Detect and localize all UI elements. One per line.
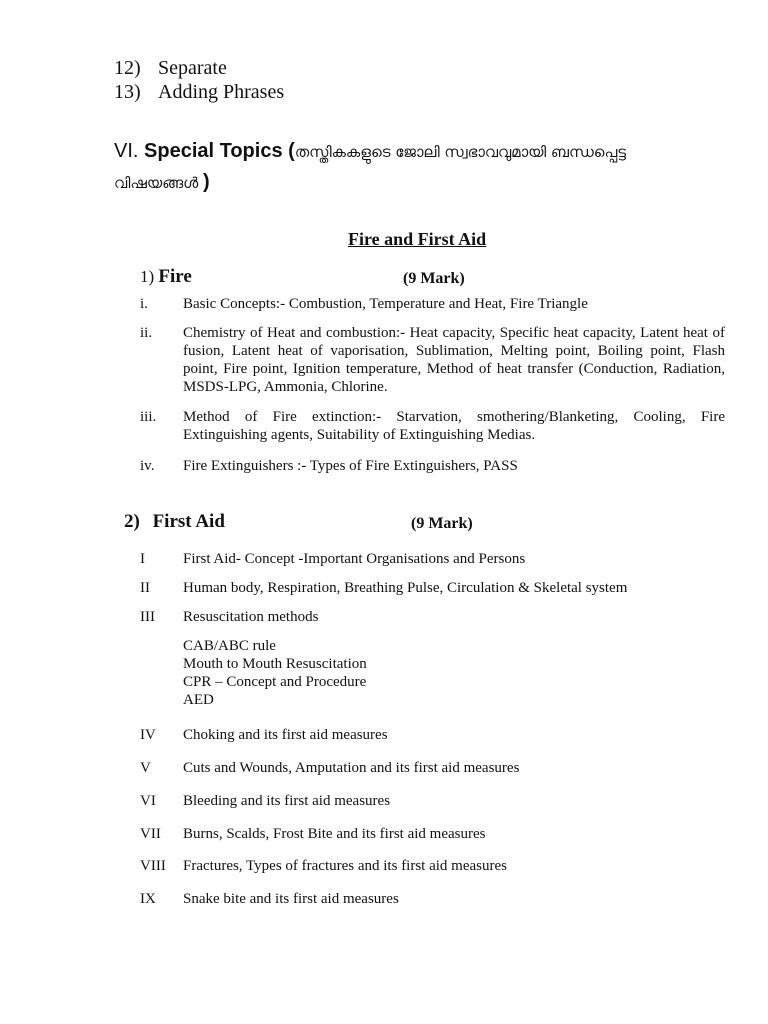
- item-text: Cuts and Wounds, Amputation and its first aid measures: [183, 760, 520, 776]
- sublist-item: CPR – Concept and Procedure: [183, 674, 367, 690]
- marks-label: (9 Mark): [403, 270, 465, 287]
- list-item: [140, 324, 730, 396]
- list-item: [140, 408, 730, 444]
- item-text: Resuscitation methods: [183, 609, 319, 625]
- sublist-item: CAB/ABC rule: [183, 638, 276, 654]
- list-item: [140, 857, 730, 875]
- list-item: [140, 550, 730, 568]
- subsection-heading-first-aid: [124, 511, 225, 533]
- list-item-text: Separate: [158, 57, 227, 79]
- subsection-number: 2): [124, 511, 140, 532]
- item-label: II: [140, 580, 150, 596]
- document-title: Fire and First Aid: [348, 229, 487, 249]
- item-label: VI: [140, 793, 156, 809]
- list-item: [140, 579, 730, 597]
- list-item: [140, 792, 730, 810]
- list-item: [140, 608, 730, 626]
- item-label: iv.: [140, 458, 155, 474]
- subsection-heading-fire: [140, 266, 192, 288]
- item-label: I: [140, 551, 145, 567]
- list-item: [140, 825, 730, 843]
- item-text: Snake bite and its first aid measures: [183, 891, 399, 907]
- item-text: Chemistry of Heat and combustion:- Heat capacity, Specific heat capacity, Latent heat of fusion, Latent heat of vaporisation, Sublimation, Melting point, Boiling point, Flash point, Fire point, Ignition temperature, Method of heat transfer (Conduction, Radiation, MSDS-LPG, Ammonia, Chlorine.: [183, 325, 725, 395]
- list-item-number: 13): [114, 81, 141, 103]
- list-item-number: 12): [114, 57, 141, 79]
- item-label: i.: [140, 296, 148, 312]
- item-label: ii.: [140, 325, 153, 341]
- list-item: [140, 726, 730, 744]
- list-item: [140, 890, 730, 908]
- section-open-paren: (: [288, 140, 295, 162]
- subsection-title: Fire: [158, 266, 192, 287]
- section-malayalam-line1: തസ്തികകളുടെ ജോലി സ്വഭാവവുമായി ബന്ധപ്പെട്ട: [294, 143, 627, 161]
- item-label: VII: [140, 826, 161, 842]
- list-item-text: Adding Phrases: [158, 81, 285, 103]
- section-close-paren: ): [203, 171, 210, 193]
- item-label: IV: [140, 727, 156, 743]
- item-text: Basic Concepts:- Combustion, Temperature and Heat, Fire Triangle: [183, 296, 588, 312]
- list-item: [140, 457, 730, 475]
- item-text: Fire Extinguishers :- Types of Fire Extinguishers, PASS: [183, 458, 518, 474]
- item-label: VIII: [140, 858, 166, 874]
- section-heading: [114, 138, 674, 196]
- section-malayalam-line2: വിഷയങ്ങൾ: [114, 174, 199, 192]
- item-text: Choking and its first aid measures: [183, 727, 388, 743]
- section-number: VI.: [114, 140, 139, 162]
- sublist-item: Mouth to Mouth Resuscitation: [183, 656, 367, 672]
- item-label: III: [140, 609, 155, 625]
- marks-label: (9 Mark): [411, 515, 473, 532]
- item-label: V: [140, 760, 151, 776]
- subsection-number: 1): [140, 267, 155, 286]
- item-text: Human body, Respiration, Breathing Pulse, Circulation & Skeletal system: [183, 580, 628, 596]
- item-text: Burns, Scalds, Frost Bite and its first aid measures: [183, 826, 486, 842]
- item-label: IX: [140, 891, 156, 907]
- list-item: [114, 56, 227, 80]
- section-title: Special Topics: [144, 140, 283, 162]
- sublist-item: AED: [183, 692, 214, 708]
- list-item: [140, 295, 730, 313]
- list-item: [140, 759, 730, 777]
- item-text: Method of Fire extinction:- Starvation, smothering/Blanketing, Cooling, Fire Extinguishing agents, Suitability of Extinguishing Medias.: [183, 409, 725, 443]
- resuscitation-sublist: [183, 637, 367, 709]
- item-text: Fractures, Types of fractures and its first aid measures: [183, 858, 507, 874]
- item-text: Bleeding and its first aid measures: [183, 793, 391, 809]
- item-text: First Aid- Concept -Important Organisations and Persons: [183, 551, 526, 567]
- list-item: [114, 80, 284, 104]
- item-label: iii.: [140, 409, 157, 425]
- subsection-title: First Aid: [152, 511, 225, 532]
